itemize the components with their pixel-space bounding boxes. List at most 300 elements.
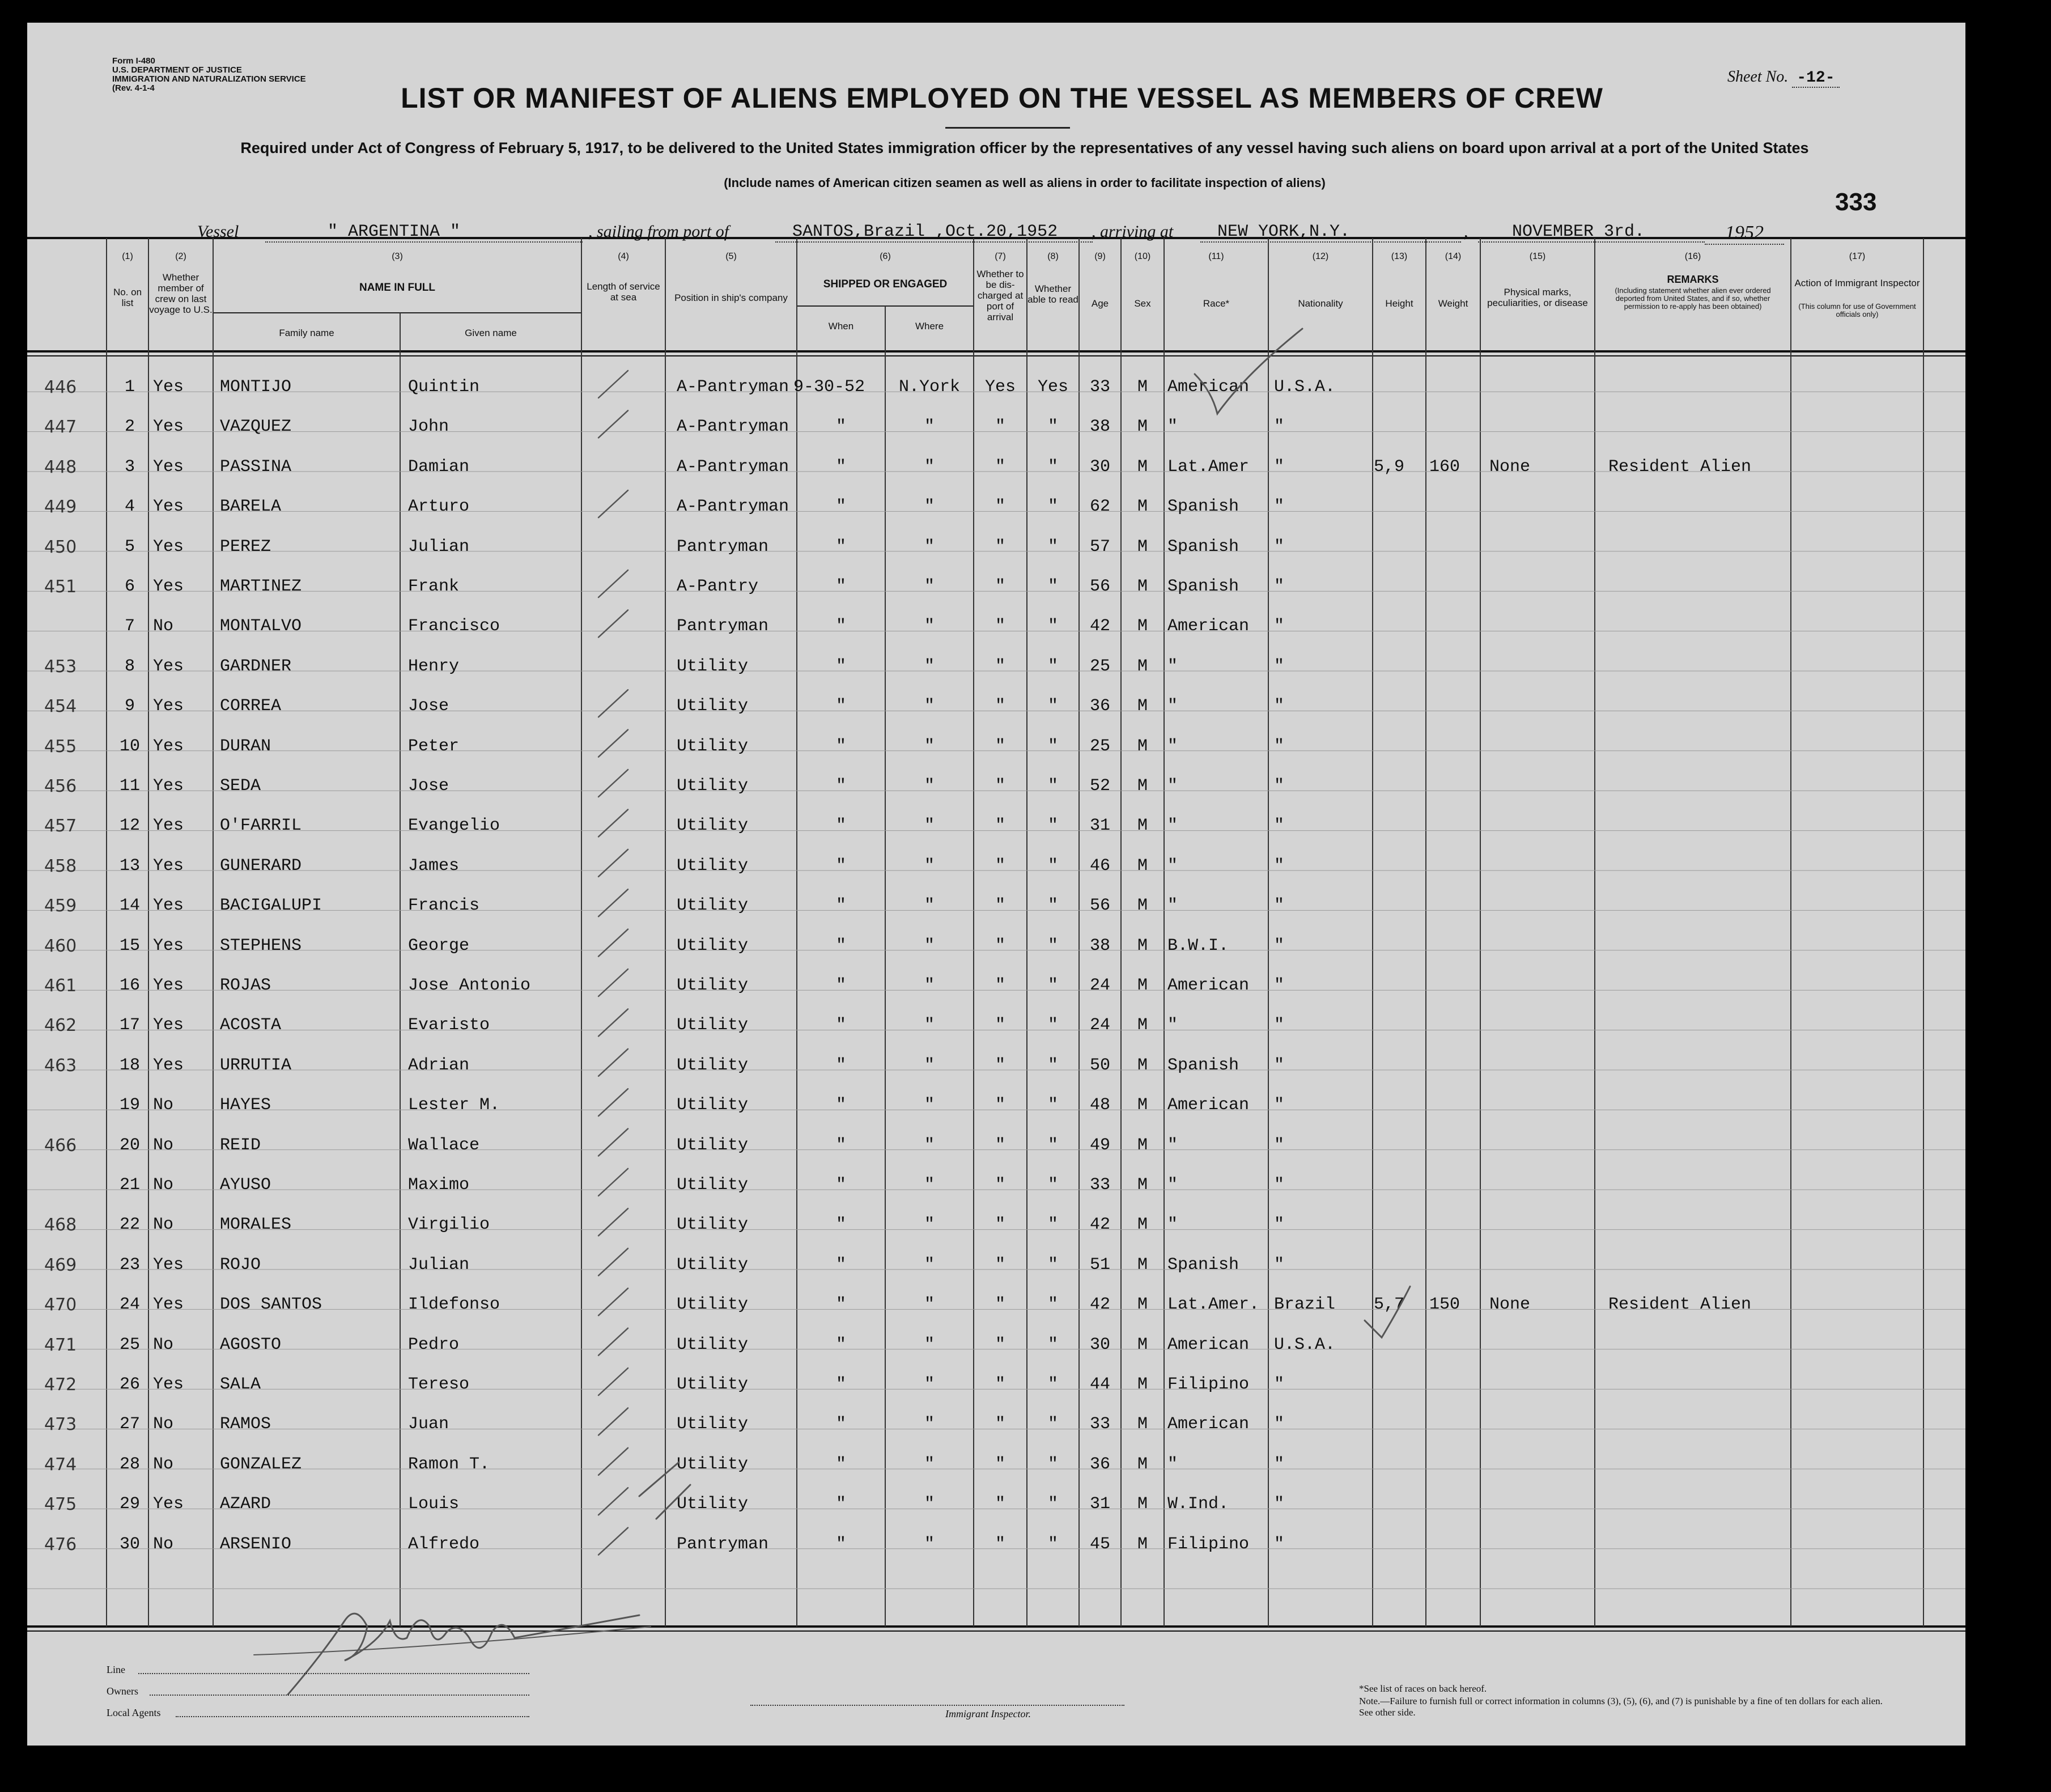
- row-number: 22: [119, 1215, 140, 1235]
- row-position: Utility: [677, 1215, 749, 1235]
- row-given-name: Julian: [408, 1255, 470, 1275]
- row-able-to-read: ": [1047, 816, 1058, 836]
- row-age: 33: [1089, 377, 1110, 397]
- row-family-name: PEREZ: [220, 537, 271, 557]
- row-shipped-where: ": [924, 1016, 935, 1035]
- row-given-name: Maximo: [408, 1175, 470, 1195]
- row-age: 31: [1089, 1494, 1110, 1514]
- row-age: 25: [1089, 736, 1110, 756]
- row-shipped-when: ": [835, 1454, 846, 1474]
- row-crew-member: Yes: [153, 736, 184, 756]
- row-number: 3: [124, 457, 135, 477]
- row-age: 50: [1089, 1055, 1110, 1075]
- row-crew-member: Yes: [153, 1016, 184, 1035]
- row-line-number: 462: [44, 1016, 77, 1036]
- row-nationality: ": [1274, 1215, 1285, 1235]
- row-family-name: GARDNER: [220, 656, 292, 676]
- row-shipped-when: ": [835, 736, 846, 756]
- length-of-service-tick: [598, 490, 628, 517]
- row-discharged: ": [995, 1454, 1005, 1474]
- row-family-name: MORALES: [220, 1215, 292, 1235]
- row-age: 30: [1089, 1335, 1110, 1354]
- row-age: 42: [1089, 1295, 1110, 1315]
- row-shipped-where: ": [924, 1175, 935, 1195]
- row-remarks: Resident Alien: [1608, 1295, 1752, 1315]
- row-position: Pantryman: [677, 617, 769, 636]
- row-shipped-where: ": [924, 537, 935, 557]
- row-position: A-Pantry: [677, 577, 759, 596]
- row-number: 28: [119, 1454, 140, 1474]
- row-discharged: ": [995, 1534, 1005, 1554]
- row-discharged: ": [995, 417, 1005, 437]
- row-shipped-when: ": [835, 816, 846, 836]
- row-sex: M: [1137, 896, 1148, 916]
- row-given-name: Evangelio: [408, 816, 500, 836]
- row-crew-member: Yes: [153, 1255, 184, 1275]
- header-no-on-list: No. on list: [113, 287, 142, 308]
- row-position: Utility: [677, 1255, 749, 1275]
- row-age: 25: [1089, 656, 1110, 676]
- row-age: 24: [1089, 976, 1110, 995]
- row-race: ": [1167, 417, 1178, 437]
- row-discharged: ": [995, 497, 1005, 517]
- row-nationality: ": [1274, 656, 1285, 676]
- row-race: ": [1167, 856, 1178, 876]
- row-crew-member: No: [153, 1095, 174, 1115]
- handwritten-marks: [27, 23, 1965, 1746]
- row-given-name: Adrian: [408, 1055, 470, 1075]
- row-race: ": [1167, 1454, 1178, 1474]
- row-line-number: 456: [44, 776, 77, 796]
- row-sex: M: [1137, 1494, 1148, 1514]
- row-line-number: 459: [44, 896, 77, 916]
- row-nationality: ": [1274, 896, 1285, 916]
- row-crew-member: Yes: [153, 1494, 184, 1514]
- row-number: 9: [124, 697, 135, 716]
- row-line-number: 448: [44, 457, 77, 477]
- row-position: Pantryman: [677, 537, 769, 557]
- row-shipped-when: ": [835, 1255, 846, 1275]
- row-shipped-when: ": [835, 1175, 846, 1195]
- row-family-name: AYUSO: [220, 1175, 271, 1195]
- colnum-1: (1): [122, 252, 133, 261]
- row-line-number: 474: [44, 1454, 77, 1475]
- row-sex: M: [1137, 1335, 1148, 1354]
- length-of-service-tick: [598, 371, 628, 398]
- row-nationality: ": [1274, 736, 1285, 756]
- row-crew-member: Yes: [153, 856, 184, 876]
- row-nationality: U.S.A.: [1274, 377, 1336, 397]
- races-footnote: *See list of races on back hereof.: [1359, 1683, 1487, 1694]
- row-shipped-where: ": [924, 856, 935, 876]
- length-of-service-tick: [598, 730, 628, 757]
- row-crew-member: Yes: [153, 656, 184, 676]
- row-crew-member: Yes: [153, 1295, 184, 1315]
- row-position: Utility: [677, 1095, 749, 1115]
- row-given-name: Evaristo: [408, 1016, 490, 1035]
- row-number: 12: [119, 816, 140, 836]
- row-race: ": [1167, 896, 1178, 916]
- row-number: 23: [119, 1255, 140, 1275]
- row-family-name: PASSINA: [220, 457, 292, 477]
- row-given-name: Lester M.: [408, 1095, 500, 1115]
- row-line-number: 458: [44, 856, 77, 876]
- row-shipped-where: ": [924, 736, 935, 756]
- row-sex: M: [1137, 697, 1148, 716]
- row-family-name: URRUTIA: [220, 1055, 292, 1075]
- row-position: Utility: [677, 1295, 749, 1315]
- row-shipped-where: ": [924, 816, 935, 836]
- row-able-to-read: ": [1047, 577, 1058, 596]
- length-of-service-tick: [598, 1368, 628, 1395]
- row-line-number: 466: [44, 1135, 77, 1156]
- row-crew-member: No: [153, 1175, 174, 1195]
- row-able-to-read: ": [1047, 736, 1058, 756]
- row-shipped-when: ": [835, 1016, 846, 1035]
- row-discharged: ": [995, 1255, 1005, 1275]
- length-of-service-tick: [598, 889, 628, 916]
- row-sex: M: [1137, 377, 1148, 397]
- row-shipped-when: ": [835, 617, 846, 636]
- row-able-to-read: ": [1047, 856, 1058, 876]
- row-family-name: AGOSTO: [220, 1335, 282, 1354]
- row-race: ": [1167, 1016, 1178, 1035]
- row-able-to-read: Yes: [1037, 377, 1068, 397]
- header-height: Height: [1385, 298, 1413, 309]
- row-weight: 160: [1429, 457, 1460, 477]
- row-position: A-Pantryman: [677, 377, 789, 397]
- row-able-to-read: ": [1047, 1095, 1058, 1115]
- row-family-name: CORREA: [220, 697, 282, 716]
- row-discharged: ": [995, 1415, 1005, 1434]
- row-nationality: ": [1274, 697, 1285, 716]
- header-age: Age: [1091, 298, 1109, 309]
- row-shipped-when: ": [835, 1215, 846, 1235]
- row-age: 36: [1089, 1454, 1110, 1474]
- row-position: Utility: [677, 697, 749, 716]
- row-given-name: Julian: [408, 537, 470, 557]
- row-able-to-read: ": [1047, 1415, 1058, 1434]
- row-family-name: BACIGALUPI: [220, 896, 322, 916]
- row-race: ": [1167, 656, 1178, 676]
- row-position: A-Pantryman: [677, 457, 789, 477]
- row-sex: M: [1137, 1095, 1148, 1115]
- row-nationality: ": [1274, 577, 1285, 596]
- row-sex: M: [1137, 1016, 1148, 1035]
- row-shipped-where: ": [924, 1494, 935, 1514]
- row-family-name: STEPHENS: [220, 936, 302, 956]
- row-sex: M: [1137, 617, 1148, 636]
- row-discharged: ": [995, 1494, 1005, 1514]
- row-shipped-where: ": [924, 1295, 935, 1315]
- colnum-13: (13): [1391, 252, 1408, 261]
- footer-owners-field: [150, 1695, 529, 1696]
- row-shipped-when: ": [835, 577, 846, 596]
- row-sex: M: [1137, 656, 1148, 676]
- row-family-name: AZARD: [220, 1494, 271, 1514]
- row-age: 31: [1089, 816, 1110, 836]
- row-age: 30: [1089, 457, 1110, 477]
- row-nationality: ": [1274, 936, 1285, 956]
- row-position: Utility: [677, 976, 749, 995]
- row-able-to-read: ": [1047, 1255, 1058, 1275]
- row-age: 42: [1089, 1215, 1110, 1235]
- row-number: 10: [119, 736, 140, 756]
- row-discharged: ": [995, 577, 1005, 596]
- row-nationality: ": [1274, 776, 1285, 796]
- row-age: 48: [1089, 1095, 1110, 1115]
- row-nationality: ": [1274, 457, 1285, 477]
- length-of-service-tick: [598, 1009, 628, 1036]
- row-given-name: Jose: [408, 776, 449, 796]
- row-shipped-where: ": [924, 577, 935, 596]
- length-of-service-tick: [598, 1328, 628, 1356]
- row-line-number: 450: [44, 537, 77, 557]
- row-position: Pantryman: [677, 1534, 769, 1554]
- row-shipped-when: ": [835, 497, 846, 517]
- row-shipped-where: ": [924, 1255, 935, 1275]
- row-given-name: Alfredo: [408, 1534, 480, 1554]
- row-shipped-where: ": [924, 1454, 935, 1474]
- row-crew-member: No: [153, 1454, 174, 1474]
- row-sex: M: [1137, 856, 1148, 876]
- row-nationality: Brazil: [1274, 1295, 1336, 1315]
- row-position: Utility: [677, 1135, 749, 1155]
- row-race: Spanish: [1167, 537, 1239, 557]
- row-able-to-read: ": [1047, 1534, 1058, 1554]
- row-sex: M: [1137, 1454, 1148, 1474]
- row-crew-member: No: [153, 1215, 174, 1235]
- row-family-name: MONTIJO: [220, 377, 292, 397]
- length-of-service-tick: [598, 969, 628, 996]
- colnum-8: (8): [1047, 252, 1059, 261]
- row-sex: M: [1137, 417, 1148, 437]
- colnum-12: (12): [1312, 252, 1329, 261]
- row-crew-member: No: [153, 1415, 174, 1434]
- row-crew-member: No: [153, 617, 174, 636]
- row-age: 56: [1089, 577, 1110, 596]
- length-of-service-tick: [656, 1485, 690, 1519]
- row-family-name: ACOSTA: [220, 1016, 282, 1035]
- row-crew-member: Yes: [153, 577, 184, 596]
- row-position: Utility: [677, 1175, 749, 1195]
- row-race: American: [1167, 1095, 1250, 1115]
- length-of-service-tick: [598, 929, 628, 957]
- length-of-service-tick: [598, 1528, 628, 1555]
- length-of-service-tick: [598, 1408, 628, 1435]
- row-crew-member: Yes: [153, 417, 184, 437]
- row-shipped-where: ": [924, 697, 935, 716]
- row-shipped-where: ": [924, 1534, 935, 1554]
- row-given-name: Tereso: [408, 1375, 470, 1394]
- row-discharged: ": [995, 697, 1005, 716]
- row-given-name: Virgilio: [408, 1215, 490, 1235]
- length-of-service-tick: [598, 610, 628, 637]
- row-race: ": [1167, 697, 1178, 716]
- colnum-6: (6): [880, 252, 891, 261]
- row-discharged: ": [995, 1375, 1005, 1394]
- sailing-label: , sailing from port of: [588, 222, 729, 241]
- row-line-number: 460: [44, 936, 77, 956]
- row-able-to-read: ": [1047, 457, 1058, 477]
- row-race: ": [1167, 736, 1178, 756]
- row-line-number: 463: [44, 1055, 77, 1076]
- row-crew-member: Yes: [153, 697, 184, 716]
- row-number: 30: [119, 1534, 140, 1554]
- colnum-10: (10): [1134, 252, 1151, 261]
- row-line-number: 449: [44, 497, 77, 517]
- row-able-to-read: ": [1047, 1454, 1058, 1474]
- row-age: 42: [1089, 617, 1110, 636]
- row-family-name: BARELA: [220, 497, 282, 517]
- row-number: 5: [124, 537, 135, 557]
- colnum-2: (2): [175, 252, 186, 261]
- row-discharged: ": [995, 856, 1005, 876]
- header-when: When: [828, 321, 854, 332]
- row-sex: M: [1137, 936, 1148, 956]
- row-able-to-read: ": [1047, 1335, 1058, 1354]
- row-shipped-when: ": [835, 537, 846, 557]
- row-race: Spanish: [1167, 1055, 1239, 1075]
- row-line-number: 453: [44, 656, 77, 677]
- row-family-name: SEDA: [220, 776, 261, 796]
- colnum-9: (9): [1094, 252, 1106, 261]
- row-number: 16: [119, 976, 140, 995]
- row-position: Utility: [677, 1335, 749, 1354]
- row-race: ": [1167, 1175, 1178, 1195]
- row-crew-member: Yes: [153, 976, 184, 995]
- row-number: 17: [119, 1016, 140, 1035]
- row-position: Utility: [677, 1375, 749, 1394]
- row-age: 51: [1089, 1255, 1110, 1275]
- row-nationality: ": [1274, 1135, 1285, 1155]
- row-shipped-when: ": [835, 656, 846, 676]
- row-line-number: 468: [44, 1215, 77, 1235]
- row-shipped-when: ": [835, 1135, 846, 1155]
- row-height: 5,9: [1374, 457, 1405, 477]
- length-of-service-tick: [598, 1049, 628, 1076]
- row-given-name: Francisco: [408, 617, 500, 636]
- row-shipped-when: ": [835, 936, 846, 956]
- row-discharged: Yes: [984, 377, 1016, 397]
- row-sex: M: [1137, 1055, 1148, 1075]
- row-sex: M: [1137, 497, 1148, 517]
- document-subnote: (Include names of American citizen seamen as well as aliens in order to facilitate inspection of aliens): [724, 176, 1326, 190]
- arrival-port: NEW YORK,N.Y.: [1200, 222, 1461, 243]
- header-action: Action of Immigrant Inspector: [1794, 278, 1920, 288]
- row-age: 38: [1089, 417, 1110, 437]
- row-shipped-when: ": [835, 1375, 846, 1394]
- row-sex: M: [1137, 736, 1148, 756]
- arriving-label: , arriving at: [1092, 222, 1174, 241]
- row-shipped-where: ": [924, 617, 935, 636]
- length-of-service-tick: [598, 770, 628, 797]
- row-number: 25: [119, 1335, 140, 1354]
- vessel-label: Vessel: [197, 222, 239, 241]
- colnum-16: (16): [1684, 252, 1701, 261]
- arrival-date: NOVEMBER 3rd.: [1478, 222, 1705, 243]
- row-race: Lat.Amer: [1167, 457, 1250, 477]
- row-able-to-read: ": [1047, 1055, 1058, 1075]
- row-age: 46: [1089, 856, 1110, 876]
- row-discharged: ": [995, 1295, 1005, 1315]
- row-given-name: John: [408, 417, 449, 437]
- length-of-service-tick: [598, 1208, 628, 1235]
- row-race: Spanish: [1167, 497, 1239, 517]
- row-race: Spanish: [1167, 1255, 1239, 1275]
- row-family-name: O'FARRIL: [220, 816, 302, 836]
- row-position: Utility: [677, 1454, 749, 1474]
- row-race: ": [1167, 1215, 1178, 1235]
- row-family-name: ARSENIO: [220, 1534, 292, 1554]
- length-of-service-tick: [598, 1488, 628, 1515]
- row-number: 21: [119, 1175, 140, 1195]
- row-line-number: 447: [44, 417, 77, 438]
- row-position: A-Pantryman: [677, 497, 789, 517]
- row-crew-member: Yes: [153, 537, 184, 557]
- row-race: American: [1167, 1415, 1250, 1434]
- row-given-name: Juan: [408, 1415, 449, 1434]
- row-nationality: ": [1274, 417, 1285, 437]
- row-shipped-where: ": [924, 1055, 935, 1075]
- row-shipped-when: ": [835, 856, 846, 876]
- row-discharged: ": [995, 1175, 1005, 1195]
- row-line-number: 455: [44, 736, 77, 757]
- row-able-to-read: ": [1047, 1295, 1058, 1315]
- row-given-name: Louis: [408, 1494, 460, 1514]
- row-family-name: MARTINEZ: [220, 577, 302, 596]
- header-nationality: Nationality: [1298, 298, 1343, 309]
- row-age: 57: [1089, 537, 1110, 557]
- row-given-name: Wallace: [408, 1135, 480, 1155]
- row-given-name: Ildefonso: [408, 1295, 500, 1315]
- row-able-to-read: ": [1047, 537, 1058, 557]
- row-given-name: Peter: [408, 736, 460, 756]
- row-physical-marks: None: [1489, 457, 1531, 477]
- check-mark: [1195, 329, 1302, 414]
- row-number: 4: [124, 497, 135, 517]
- length-of-service-tick: [598, 570, 628, 597]
- row-crew-member: No: [153, 1335, 174, 1354]
- row-given-name: Henry: [408, 656, 460, 676]
- row-line-number: 461: [44, 976, 77, 996]
- row-line-number: 457: [44, 816, 77, 836]
- row-able-to-read: ": [1047, 656, 1058, 676]
- row-line-number: 469: [44, 1255, 77, 1275]
- row-nationality: ": [1274, 1255, 1285, 1275]
- header-name-in-full: NAME IN FULL: [359, 282, 436, 294]
- header-sex: Sex: [1134, 298, 1151, 309]
- row-line-number: 446: [44, 377, 77, 397]
- row-sex: M: [1137, 577, 1148, 596]
- row-race: Spanish: [1167, 577, 1239, 596]
- row-given-name: Quintin: [408, 377, 480, 397]
- row-age: 45: [1089, 1534, 1110, 1554]
- row-given-name: Jose: [408, 697, 449, 716]
- header-remarks: REMARKS: [1667, 274, 1719, 285]
- row-discharged: ": [995, 896, 1005, 916]
- row-age: 62: [1089, 497, 1110, 517]
- row-position: Utility: [677, 776, 749, 796]
- row-crew-member: No: [153, 1135, 174, 1155]
- row-number: 1: [124, 377, 135, 397]
- row-number: 11: [119, 776, 140, 796]
- row-shipped-where: ": [924, 1335, 935, 1354]
- row-sex: M: [1137, 537, 1148, 557]
- length-of-service-tick: [598, 690, 628, 717]
- row-able-to-read: ": [1047, 1494, 1058, 1514]
- row-shipped-where: ": [924, 776, 935, 796]
